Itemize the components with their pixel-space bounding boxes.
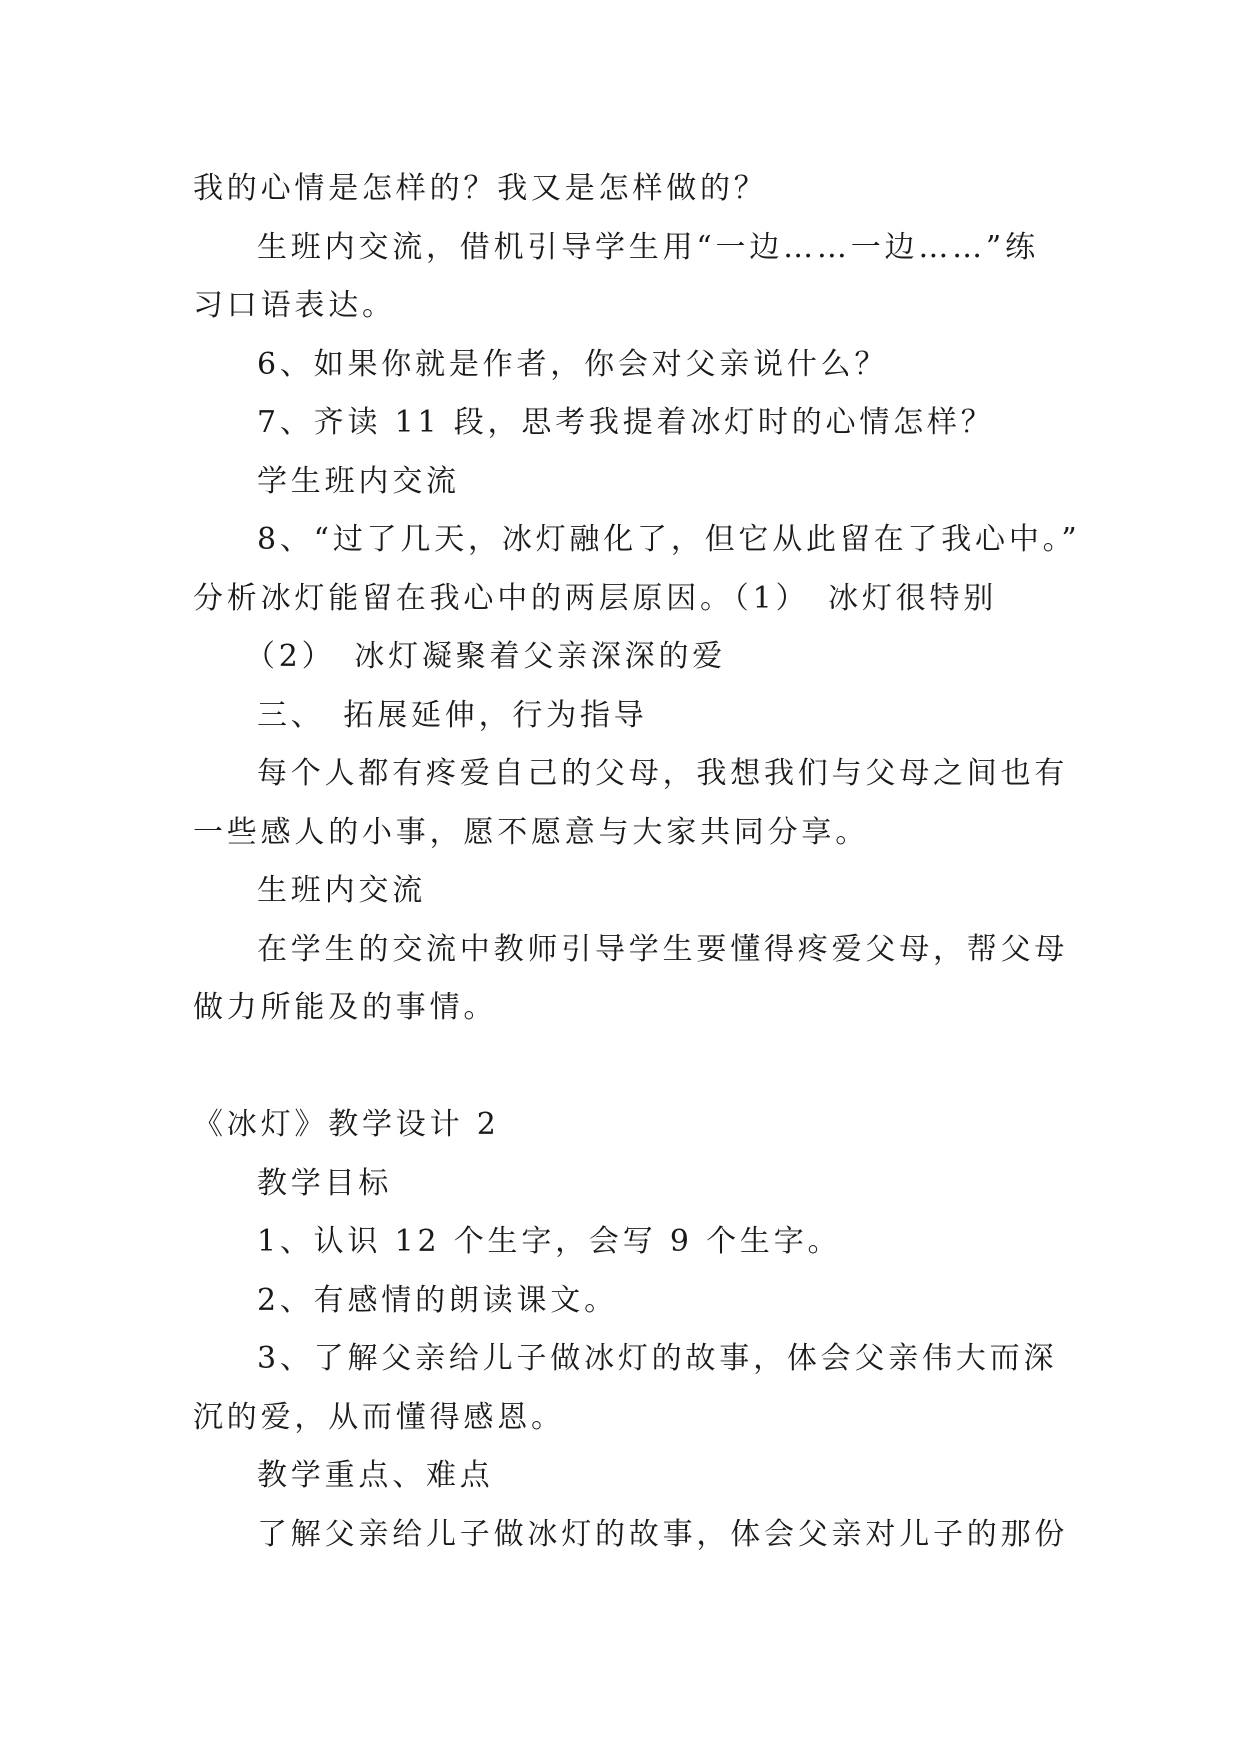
paragraph-line: 每个人都有疼爱自己的父母，我想我们与父母之间也有 (257, 756, 1069, 791)
paragraph-line: 在学生的交流中教师引导学生要懂得疼爱父母，帮父母 (257, 931, 1069, 967)
paragraph-line: 做力所能及的事情。 (193, 990, 498, 1025)
list-item: 7、齐读 11 段，思考我提着冰灯时的心情怎样？ (257, 405, 995, 440)
blank-line (193, 1038, 1053, 1097)
list-item: 2、有感情的朗读课文。 (257, 1282, 618, 1318)
document-body (193, 160, 1081, 1564)
paragraph-line: 生班内交流，借机引导学生用“一边……一边……”练 (257, 229, 1039, 265)
paragraph-line: 学生班内交流 (257, 463, 460, 499)
document-title: 《冰灯》教学设计 2 (193, 1107, 500, 1142)
paragraph-line: 习口语表达。 (193, 288, 396, 323)
section-heading: 教学目标 (257, 1165, 393, 1201)
paragraph-line: 沉的爱，从而懂得感恩。 (193, 1399, 565, 1435)
list-item: 1、认识 12 个生字，会写 9 个生字。 (257, 1224, 842, 1259)
paragraph-line: 生班内交流 (257, 873, 426, 908)
section-heading: 三、 拓展延伸，行为指导 (257, 697, 648, 733)
paragraph-line: 分析冰灯能留在我心中的两层原因。（1） 冰灯很特别 (193, 580, 998, 616)
paragraph-line: （2） 冰灯凝聚着父亲深深的爱 (245, 639, 727, 674)
paragraph-line: 我的心情是怎样的？我又是怎样做的？ (193, 171, 768, 206)
section-heading: 教学重点、难点 (257, 1458, 494, 1493)
paragraph-line: 一些感人的小事，愿不愿意与大家共同分享。 (193, 814, 869, 850)
list-item: 8、“过了几天，冰灯融化了，但它从此留在了我心中。” (257, 522, 1081, 557)
paragraph-line: 了解父亲给儿子做冰灯的故事，体会父亲对儿子的那份 (257, 1516, 1069, 1552)
list-item: 6、如果你就是作者，你会对父亲说什么？ (257, 346, 889, 382)
list-item: 3、了解父亲给儿子做冰灯的故事，体会父亲伟大而深 (257, 1341, 1058, 1376)
